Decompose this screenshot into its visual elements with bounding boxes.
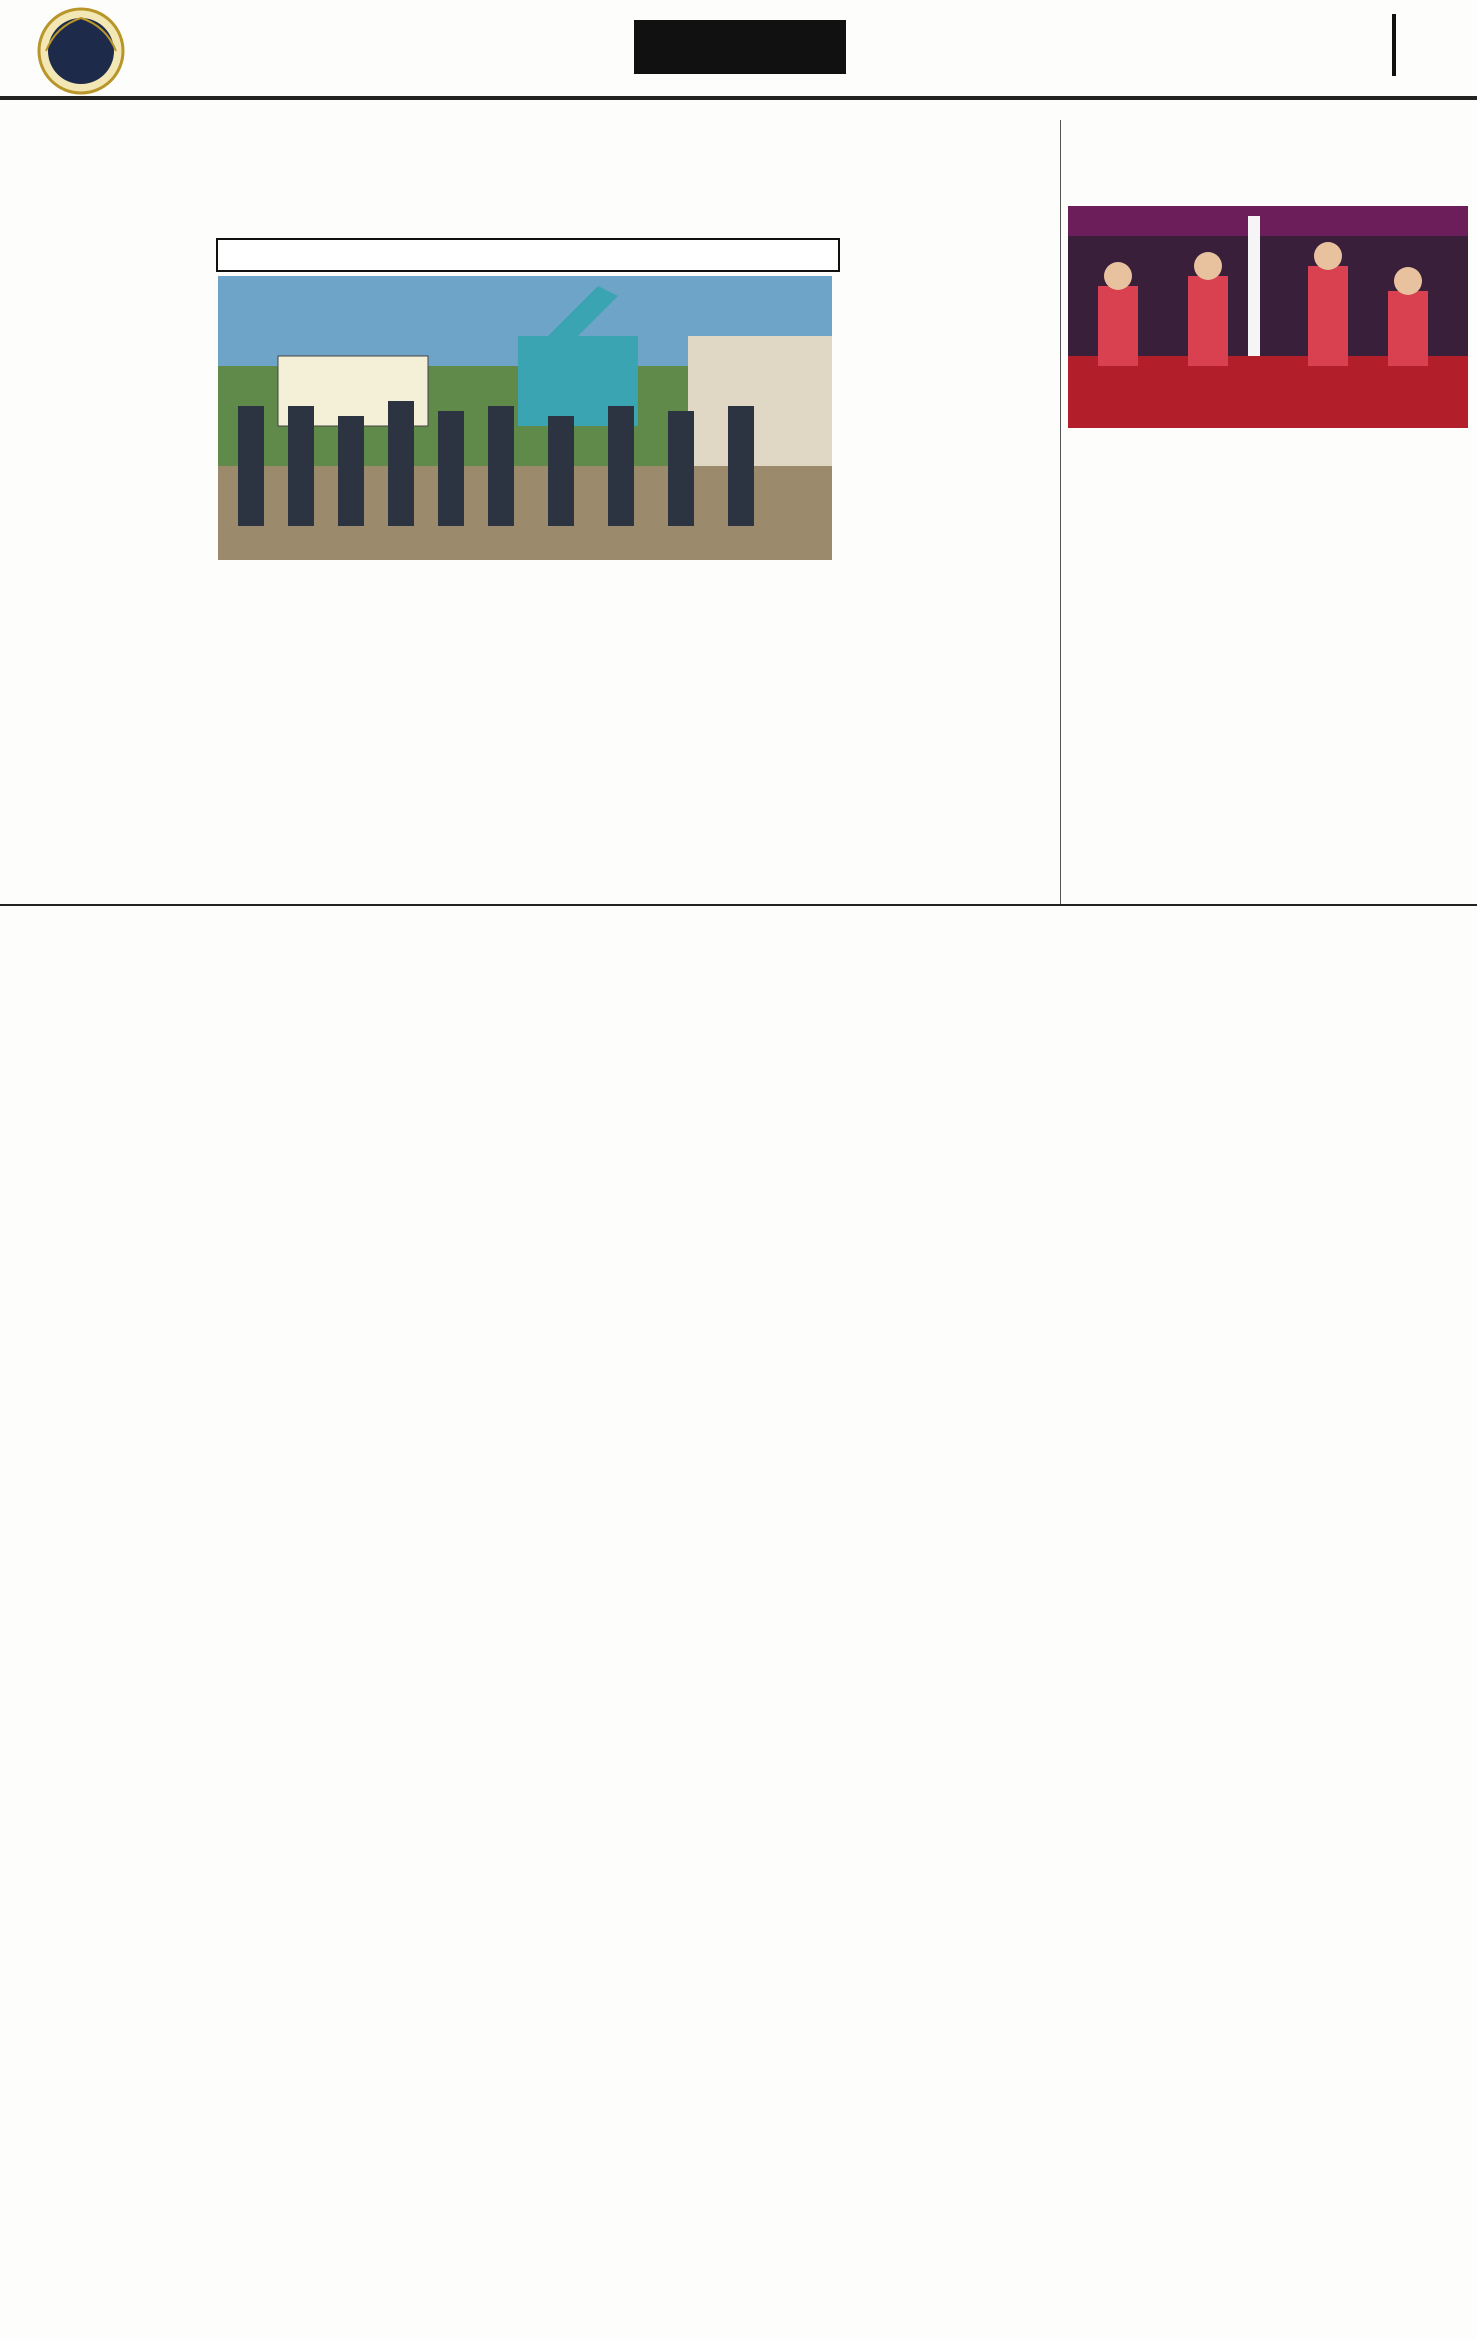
story1-col5 — [856, 222, 1056, 902]
story1-col4 — [638, 586, 838, 902]
masthead — [0, 0, 1477, 100]
badipala-festival-photo — [1068, 206, 1468, 428]
story1-col1 — [30, 262, 210, 902]
story1-subhead — [216, 238, 840, 272]
dharitri-51-years-logo — [36, 6, 126, 96]
masthead-rule — [0, 96, 1477, 100]
truck-owners-protest-photo — [218, 276, 832, 560]
story2-col1 — [1068, 482, 1264, 902]
story1-col2 — [218, 586, 418, 902]
divider-h1 — [0, 904, 1477, 906]
divider-v1 — [1060, 120, 1061, 904]
story2-col2 — [1272, 460, 1468, 902]
section-tag-keonjhar — [634, 20, 846, 74]
title-divider — [1392, 14, 1396, 76]
story1-col3 — [428, 586, 628, 902]
